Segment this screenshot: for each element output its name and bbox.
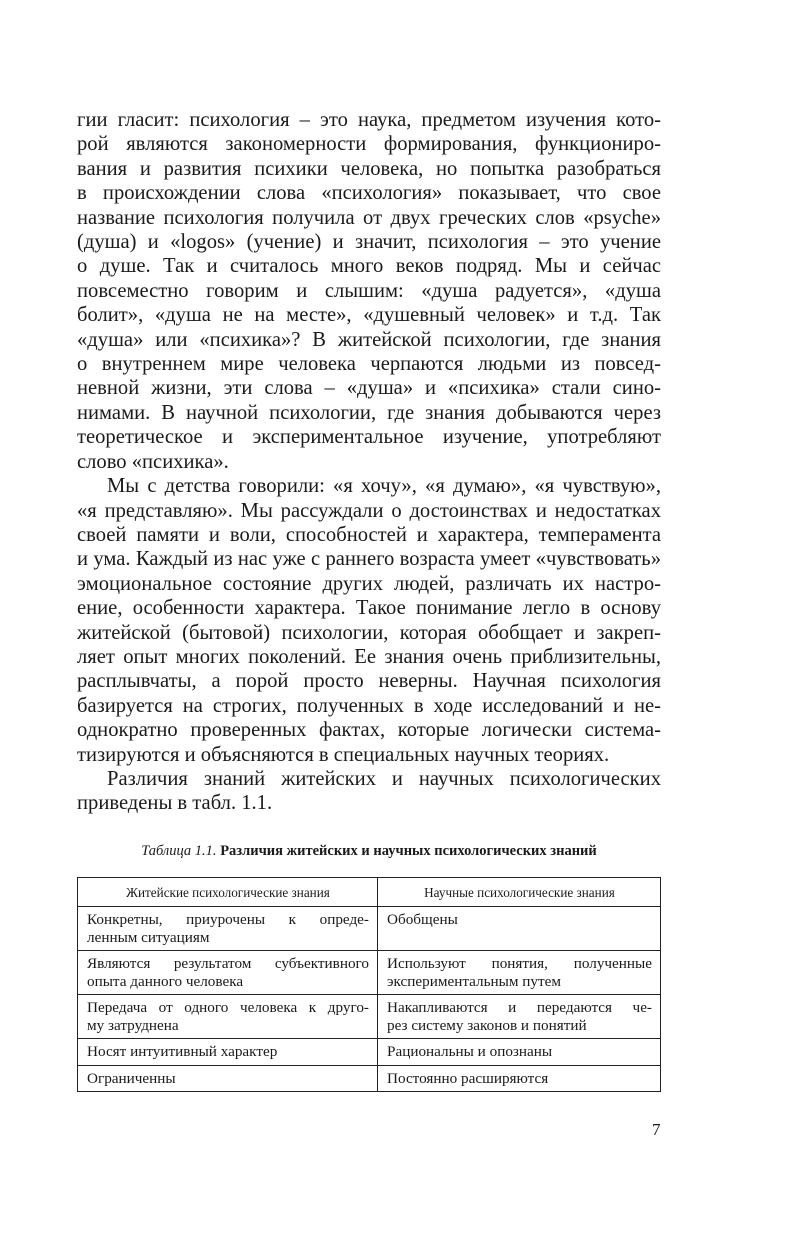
text-line: слово «психика». <box>77 450 229 473</box>
text-line: невной жизни, эти слова – «душа» и «психика» стали сино- <box>77 377 661 400</box>
text-line: повсеместно говорим и слышим: «душа радуется», «душа <box>77 279 661 302</box>
body-text-block <box>77 108 661 816</box>
text-line: нимами. В научной психологии, где знания добываются через <box>77 401 661 424</box>
cell-line: Ограниченны <box>87 1069 176 1087</box>
text-line: расплывчаты, а порой просто неверны. Научная психология <box>77 670 661 693</box>
header-scientific: Научные психологические знания <box>378 877 661 907</box>
text-line: тизируются и объясняются в специальных научных теориях. <box>77 743 610 766</box>
cell-line: му затруднена <box>87 1016 179 1034</box>
table-caption <box>77 842 661 860</box>
cell-scientific <box>378 1065 661 1092</box>
cell-line: Накапливаются и передаются че- <box>387 999 652 1017</box>
text-line: гии гласит: психология – это наука, предметом изучения кото- <box>77 109 661 131</box>
cell-line: экспериментальным путем <box>387 972 561 990</box>
text-line: название психология получила от двух греческих слов «psyche» <box>77 206 661 229</box>
cell-line: Рациональны и опознаны <box>387 1043 553 1061</box>
cell-line: рез систему законов и понятий <box>387 1016 587 1034</box>
cell-line: Используют понятия, полученные <box>387 955 652 973</box>
text-line: о душе. Так и считалось много веков подряд. Мы и сейчас <box>77 255 661 278</box>
text-line: ляет опыт многих поколений. Ее знания очень приблизительны, <box>77 645 661 668</box>
text-line: теоретическое и экспериментальное изучение, употребляют <box>77 426 661 449</box>
page-content <box>77 108 661 1092</box>
text-line: житейской (бытовой) психологии, которая обобщает и закреп- <box>77 621 661 644</box>
cell-line: Передача от одного человека к друго- <box>87 999 369 1017</box>
cell-line: Конкретны, приурочены к опреде- <box>87 911 369 929</box>
text-line: «душа» или «психика»? В житейской психологии, где знания <box>77 328 661 351</box>
text-line: приведены в табл. 1.1. <box>77 792 273 815</box>
cell-line: ленным ситуациям <box>87 928 210 946</box>
table-caption-label: Таблица 1.1. <box>141 842 217 859</box>
text-line: своей памяти и воли, способностей и характера, темперамента <box>77 523 661 546</box>
cell-line: Являются результатом субъективного <box>87 955 369 973</box>
cell-line: Носят интуитивный характер <box>87 1043 278 1061</box>
text-line: (душа) и «logos» (учение) и значит, психология – это учение <box>77 231 661 254</box>
text-line: и ума. Каждый из нас уже с раннего возраста умеет «чувствовать» <box>77 548 661 571</box>
text-line: однократно проверенных фактах, которые логически система- <box>77 719 661 742</box>
text-line: о внутреннем мире человека черпаются людьми из повсед- <box>77 353 661 376</box>
comparison-table <box>77 877 661 1093</box>
cell-scientific <box>378 1039 661 1066</box>
table-row <box>78 995 661 1039</box>
table-row <box>78 1065 661 1092</box>
cell-line: Постоянно расширяются <box>387 1069 549 1087</box>
text-line: в происхождении слова «психология» показывает, что свое <box>77 182 661 205</box>
paragraph <box>77 767 661 816</box>
cell-line: Обобщены <box>387 911 458 929</box>
header-everyday: Житейские психологические знания <box>78 877 378 907</box>
table-row <box>78 907 661 951</box>
table-caption-title: Различия житейских и научных психологических знаний <box>220 842 597 859</box>
cell-everyday <box>78 1039 378 1066</box>
cell-everyday <box>78 951 378 995</box>
text-line: Мы с детства говорили: «я хочу», «я думаю», «я чувствую», <box>107 475 661 498</box>
text-line: ение, особенности характера. Такое понимание легло в основу <box>77 597 661 620</box>
text-line: вания и развития психики человека, но попытка разобраться <box>77 157 661 180</box>
cell-line: опыта данного человека <box>87 972 244 990</box>
cell-everyday <box>78 995 378 1039</box>
table-body <box>78 907 661 1092</box>
page-number: 7 <box>652 1120 661 1139</box>
paragraph <box>77 108 661 474</box>
table-row <box>78 1039 661 1066</box>
text-line: Различия знаний житейских и научных психологических <box>107 767 661 790</box>
cell-scientific <box>378 907 661 951</box>
cell-everyday <box>78 1065 378 1092</box>
cell-everyday <box>78 907 378 951</box>
paragraph <box>77 474 661 767</box>
text-line: эмоциональное состояние других людей, различать их настро- <box>77 572 661 595</box>
text-line: «я представляю». Мы рассуждали о достоинствах и недостатках <box>77 499 661 522</box>
text-line: рой являются закономерности формирования, функциониро- <box>77 133 661 156</box>
cell-scientific <box>378 951 661 995</box>
text-line: базируется на строгих, полученных в ходе исследований и не- <box>77 694 661 717</box>
table-row <box>78 951 661 995</box>
cell-scientific <box>378 995 661 1039</box>
table-header-row <box>78 877 661 907</box>
text-line: болит», «душа не на месте», «душевный человек» и т.д. Так <box>77 304 661 327</box>
